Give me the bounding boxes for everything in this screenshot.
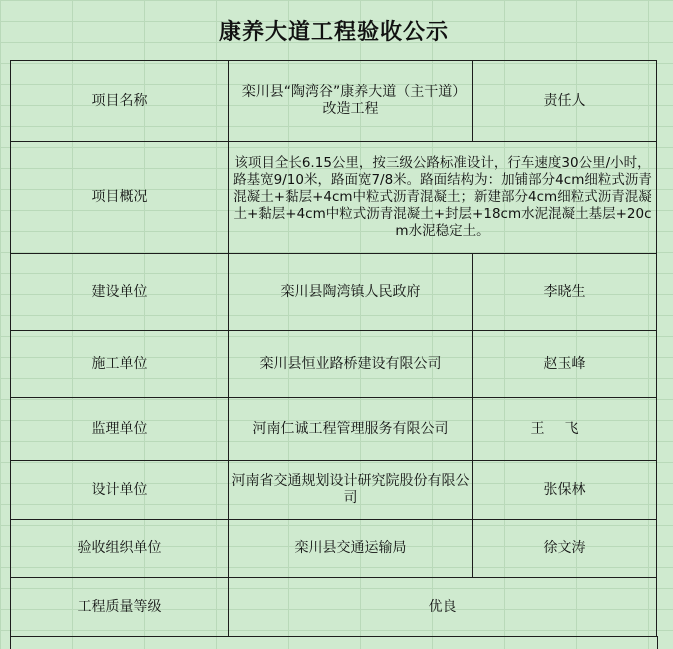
- supervision-person-cell[interactable]: 王飞: [473, 398, 657, 461]
- acceptance-org-cell[interactable]: 栾川县交通运输局: [229, 520, 473, 578]
- construction-unit-cell[interactable]: 栾川县陶湾镇人民政府: [229, 254, 473, 331]
- page-title: 康养大道工程验收公示: [218, 19, 449, 45]
- table-row: [11, 142, 657, 254]
- table-row: [11, 254, 657, 331]
- builder-person-cell[interactable]: 赵玉峰: [473, 331, 657, 398]
- row-label[interactable]: 施工单位: [11, 331, 229, 398]
- row-label[interactable]: 项目名称: [11, 61, 229, 142]
- construction-person-cell[interactable]: 李晓生: [473, 254, 657, 331]
- acceptance-person-cell[interactable]: 徐文涛: [473, 520, 657, 578]
- row-label[interactable]: 验收组织单位: [11, 520, 229, 578]
- table-row: [11, 331, 657, 398]
- builder-unit-cell[interactable]: 栾川县恒业路桥建设有限公司: [229, 331, 473, 398]
- table-row: [11, 61, 657, 142]
- table-row: [11, 520, 657, 578]
- project-overview-cell[interactable]: 该项目全长6.15公里，按三级公路标准设计，行车速度30公里/小时，路基宽9/10米，路面宽7/8米。路面结构为：加铺部分4cm细粒式沥青混凝土+黏层+4cm中粒式沥青混凝土；新建部分4cm细粒式沥青混凝土+黏层+4cm中粒式沥青混凝土+封层+18cm水泥混凝土基层+20cm水泥稳定土。: [229, 142, 657, 254]
- project-name-cell[interactable]: 栾川县“陶湾谷”康养大道（主干道）改造工程: [229, 61, 473, 142]
- quality-grade-cell[interactable]: 优良: [229, 578, 657, 637]
- table-row: [11, 398, 657, 461]
- row-label[interactable]: 项目概况: [11, 142, 229, 254]
- row-label[interactable]: 监理单位: [11, 398, 229, 461]
- row-label[interactable]: 工程质量等级: [11, 578, 229, 637]
- row-label[interactable]: 设计单位: [11, 461, 229, 520]
- row-label[interactable]: 建设单位: [11, 254, 229, 331]
- table-row: [10, 636, 658, 649]
- table-row: [11, 461, 657, 520]
- acceptance-table: [10, 60, 657, 637]
- responsible-header-cell[interactable]: 责任人: [473, 61, 657, 142]
- supervision-unit-cell[interactable]: 河南仁诚工程管理服务有限公司: [229, 398, 473, 461]
- table-row: [11, 578, 657, 637]
- design-unit-cell[interactable]: 河南省交通规划设计研究院股份有限公司: [229, 461, 473, 520]
- design-person-cell[interactable]: 张保林: [473, 461, 657, 520]
